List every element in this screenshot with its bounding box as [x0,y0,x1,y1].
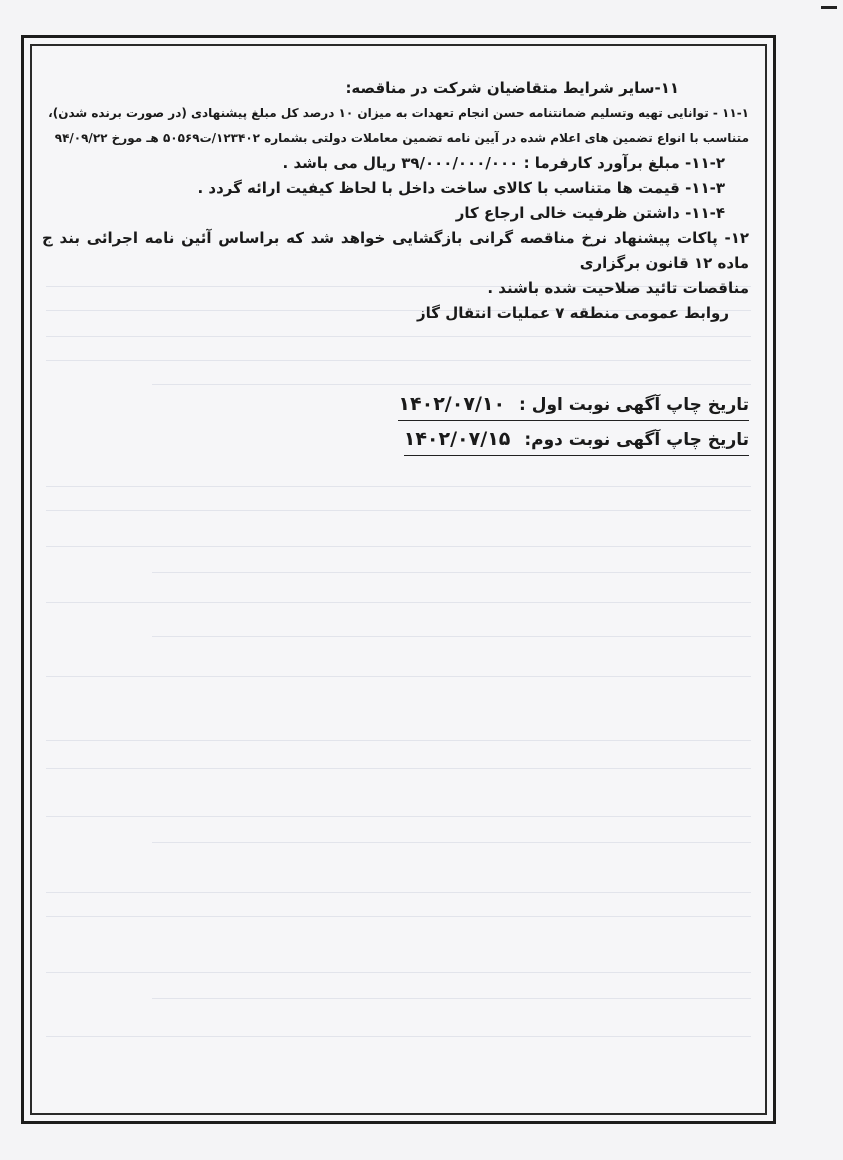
bleed-through-line [46,892,751,893]
item-11-2: ۱۱-۲- مبلغ برآورد کارفرما : ۳۹/۰۰۰/۰۰۰/۰۰۰ ریال می باشد . [282,154,725,172]
bleed-through-line [152,998,751,999]
bleed-through-line [152,572,751,573]
bleed-through-line [46,972,751,973]
item-11-1-line1: ۱۱-۱ - توانایی تهیه وتسلیم ضمانتنامه حسن انجام تعهدات به میزان ۱۰ درصد کل مبلغ پیشنهادی (در صورت برنده شدن)، [48,106,749,120]
notice-content [42,76,749,460]
second-print-date-value: ۱۴۰۲/۰۷/۱۵ [403,428,511,450]
item-11-4: ۱۱-۴- داشتن ظرفیت خالی ارجاع کار [455,204,725,222]
second-print-date [404,425,749,456]
bleed-through-line [46,740,751,741]
item-12-line2: مناقصات تائید صلاحیت شده باشند . [487,279,749,297]
bleed-through-line [46,602,751,603]
bleed-through-line [46,510,751,511]
page-corner-mark [821,6,837,9]
item-12-line1: ۱۲- پاکات پیشنهاد نرخ مناقصه گرانی بازگشایی خواهد شد که براساس آئین نامه اجرائی بند ج ماده ۱۲ قانون برگزاری [42,229,749,272]
bleed-through-line [46,486,751,487]
first-print-date [398,390,749,421]
bleed-through-line [46,768,751,769]
bleed-through-line [46,916,751,917]
bleed-through-line [46,546,751,547]
bleed-through-line [152,842,751,843]
bleed-through-line [46,1036,751,1037]
section-11-heading: ۱۱-سایر شرایط متقاضیان شرکت در مناقصه: [345,79,679,97]
item-11-3: ۱۱-۳- قیمت ها متناسب با کالای ساخت داخل با لحاظ کیفیت ارائه گردد . [197,179,725,197]
second-print-date-label: تاریخ چاپ آگهی نوبت دوم: [524,430,749,450]
item-11-1-line2: متناسب با انواع تضمین های اعلام شده در آیین نامه تضمین معاملات دولتی بشماره ۱۲۳۴۰۲/ت۵۰۵۶۹ هـ مورخ ۹۴/۰۹/۲۲ [54,131,749,145]
print-dates [42,390,749,460]
bleed-through-line [46,816,751,817]
issuer-signature: روابط عمومی منطقه ۷ عملیات انتقال گاز [417,304,729,322]
bleed-through-line [46,676,751,677]
bleed-through-line [152,636,751,637]
first-print-date-value: ۱۴۰۲/۰۷/۱۰ [398,393,506,415]
first-print-date-label: تاریخ چاپ آگهی نوبت اول : [519,395,749,415]
document-frame [21,35,776,1124]
document-inner-frame [30,44,767,1115]
